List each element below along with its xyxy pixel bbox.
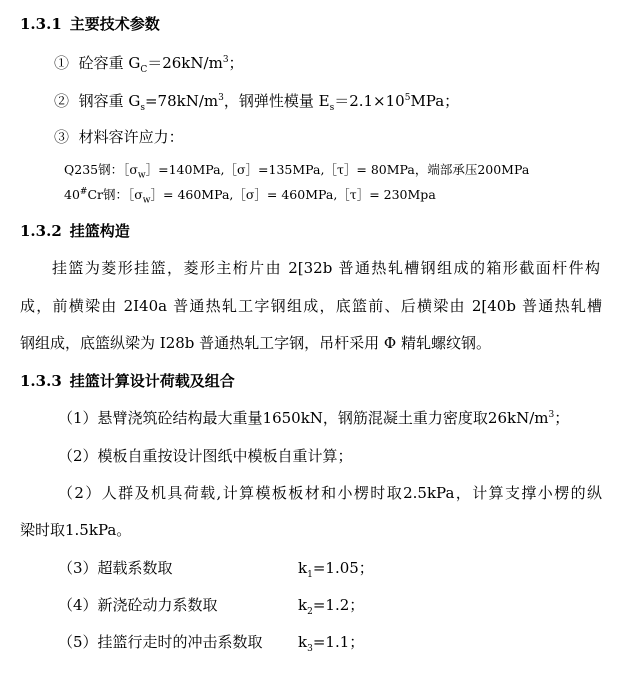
section-heading-1-3-2 (20, 221, 130, 241)
paragraph-line: 挂篮为菱形挂篮，菱形主桁片由 2[32b 普通热轧槽钢组成的箱形截面杆件构 (52, 259, 600, 277)
circled-number: ① (54, 54, 70, 72)
section-number: 1.3.3 (20, 372, 62, 390)
circled-number: ③ (54, 128, 70, 146)
param-allowable-stress: ③ 材料容许应力： (54, 128, 184, 146)
param-steel-weight: ② 钢容重 $G_s=78kN/m^3$，钢弹性模量 $E_s=2.1\times 10^5MPa$； (54, 92, 460, 113)
circled-number: ② (54, 92, 70, 110)
coef-overload: （3）超载系数取 $k_1=1.05$； (58, 559, 374, 580)
section-heading-1-3-3 (20, 371, 235, 391)
stress-40cr: 40#Cr钢：$[\sigma_w]=$ 460MPa,［σ］= 460MPa,［τ］= 230Mpa (64, 186, 436, 206)
section-number: 1.3.1 (20, 15, 62, 33)
coef-impact: （5）挂篮行走时的冲击系数取 $k_3=1.1$； (58, 633, 365, 654)
section-title: 挂篮构造 (69, 222, 130, 240)
stress-q235: Q235钢：$[\sigma_w]=140MPa,[\sigma]=135MPa,[\tau]= 80MPa$，端部承压200MPa (64, 162, 530, 181)
load-item-1: （1）悬臂浇筑砼结构最大重量1650kN，钢筋混凝土重力密度取$26kN/m^3$； (58, 409, 570, 427)
load-item-2: （2）模板自重按设计图纸中模板自重计算； (58, 447, 353, 465)
load-item-3: （2）人群及机具荷载,计算模板板材和小楞时取2.5kPa，计算支撑小楞的纵 (58, 484, 602, 502)
paragraph-line: 钢组成，底篮纵梁为 I28b 普通热轧工字钢，吊杆采用 Φ 精轧螺纹钢。 (20, 334, 491, 352)
paragraph-line: 成，前横梁由 2I40a 普通热轧工字钢组成，底篮前、后横梁由 2[40b 普通热轧槽 (20, 297, 602, 315)
coef-dynamic: （4）新浇砼动力系数取 $k_2=1.2$； (58, 596, 365, 617)
section-heading-1-3-1 (20, 14, 160, 34)
section-title: 挂篮计算设计荷载及组合 (69, 372, 235, 390)
section-number: 1.3.2 (20, 222, 62, 240)
param-concrete-weight: ① 砼容重 $G_C=26kN/m^3$； (54, 54, 244, 75)
section-title: 主要技术参数 (69, 15, 160, 33)
load-item-3-cont: 梁时取1.5kPa。 (20, 521, 132, 539)
cropped-next-line (0, 666, 622, 674)
